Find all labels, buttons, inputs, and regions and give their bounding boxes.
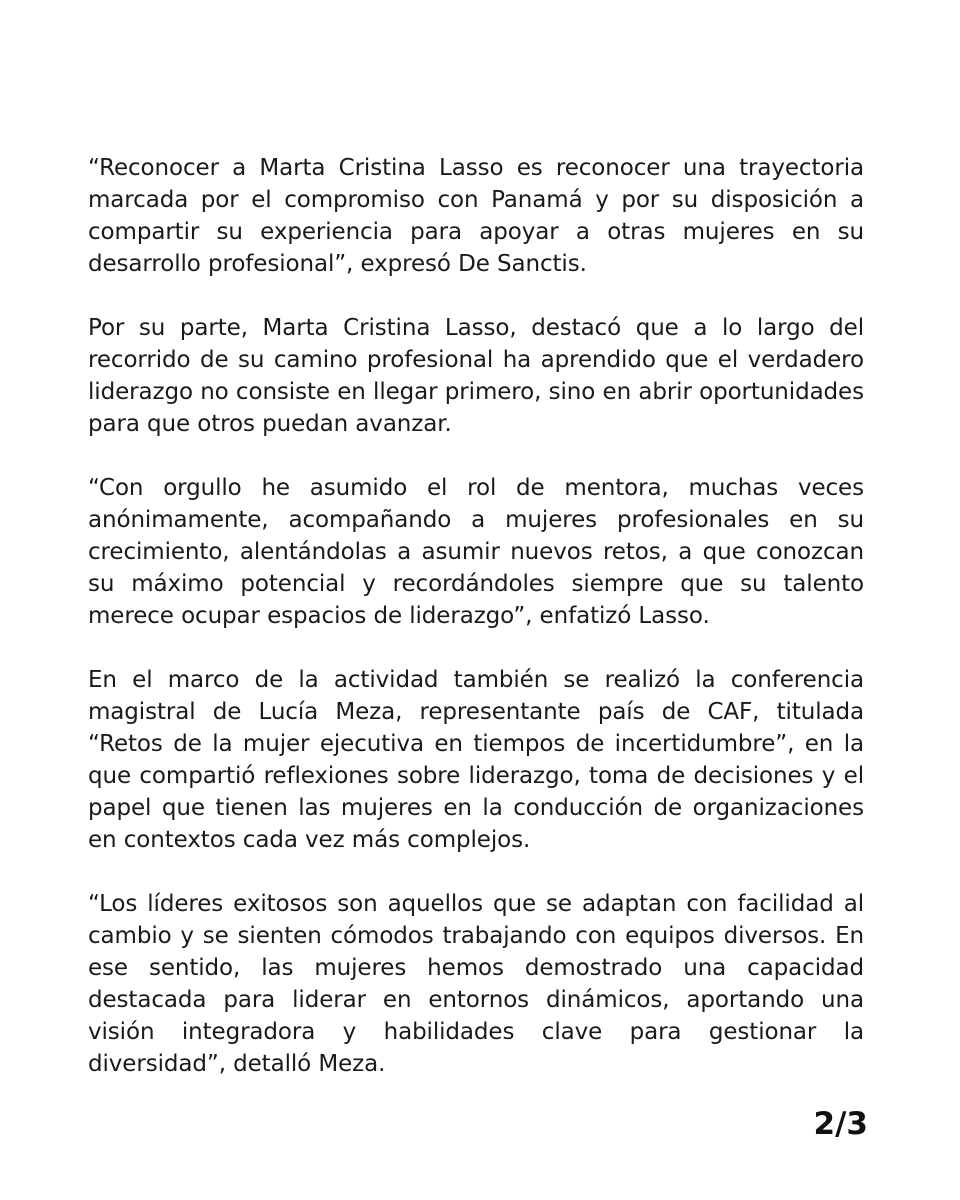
- paragraph-conference-meza: En el marco de la actividad también se realizó la conferencia magistral de Lucía Meza, representante país de CAF, titulada “Retos de la mujer ejecutiva en tiempos de incertidumbre”, en la que compartió reflexiones sobre liderazgo, toma de decisiones y el papel que tienen las mujeres en la conducción de organizaciones en contextos cada vez más complejos.: [88, 667, 864, 853]
- paragraph-quote-lasso: “Con orgullo he asumido el rol de mentora, muchas veces anónimamente, acompañando a mujeres profesionales en su crecimiento, alentándolas a asumir nuevos retos, a que conozcan su máximo potencial y recordándoles siempre que su talento merece ocupar espacios de liderazgo”, enfatizó Lasso.: [88, 475, 864, 629]
- paragraph-lasso-statement: Por su parte, Marta Cristina Lasso, destacó que a lo largo del recorrido de su camino profesional ha aprendido que el verdadero liderazgo no consiste en llegar primero, sino en abrir oportunidades para que otros puedan avanzar.: [88, 315, 864, 437]
- paragraph-quote-meza: “Los líderes exitosos son aquellos que se adaptan con facilidad al cambio y se sienten cómodos trabajando con equipos diversos. En ese sentido, las mujeres hemos demostrado una capacidad destacada para liderar en entornos dinámicos, aportando una visión integradora y habilidades clave para gestionar la diversidad”, detalló Meza.: [88, 891, 864, 1077]
- page-indicator: 2/3: [813, 1106, 868, 1142]
- paragraph-quote-de-sanctis: “Reconocer a Marta Cristina Lasso es reconocer una trayectoria marcada por el compromiso con Panamá y por su disposición a compartir su experiencia para apoyar a otras mujeres en su desarrollo profesional”, expresó De Sanctis.: [88, 155, 864, 277]
- article-body: [88, 152, 864, 1112]
